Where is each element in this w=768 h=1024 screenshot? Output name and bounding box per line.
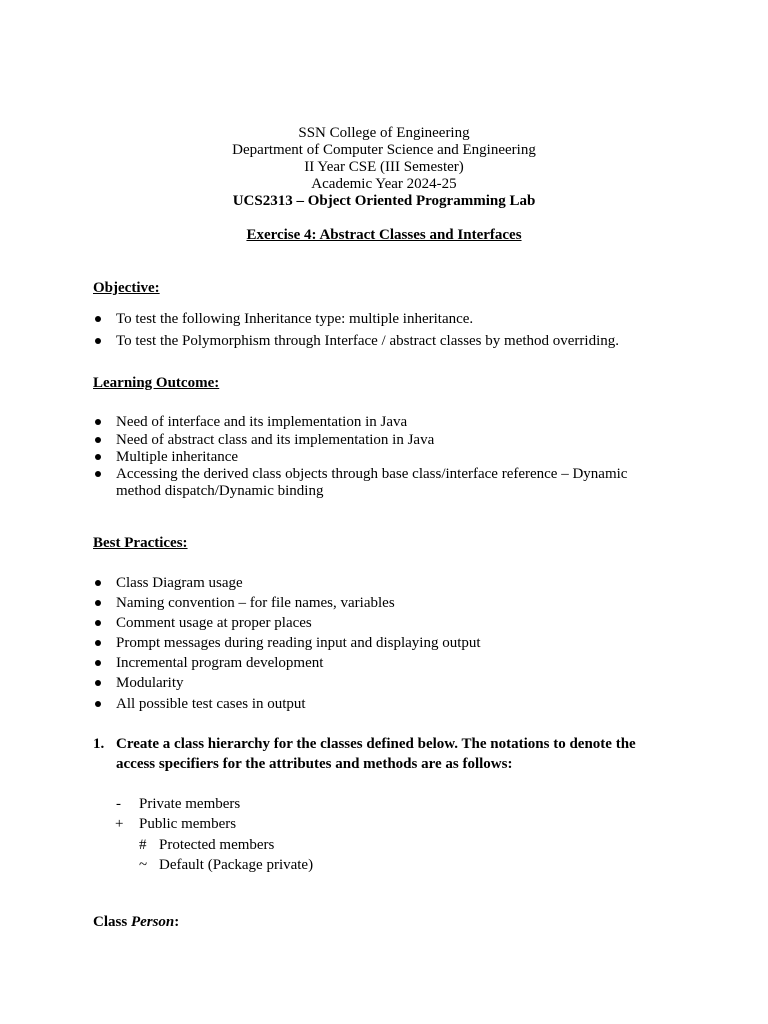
best-practice-item: Modularity [116, 675, 184, 691]
bullet-icon [95, 316, 101, 322]
best-practice-item: Incremental program development [116, 655, 324, 671]
class-prefix: Class [93, 914, 131, 930]
notation-label-protected: Protected members [159, 837, 275, 853]
learning-outcome-item: Need of interface and its implementation in Java [116, 414, 408, 430]
question-text-line2: access specifiers for the attributes and methods are as follows: [116, 756, 513, 772]
objective-item: To test the following Inheritance type: multiple inheritance. [116, 311, 474, 327]
notation-label-default: Default (Package private) [159, 857, 314, 873]
notation-symbol-public: + [115, 816, 124, 832]
best-practice-item: Naming convention – for file names, variables [116, 595, 395, 611]
exercise-title: Exercise 4: Abstract Classes and Interfaces [246, 227, 522, 243]
college-name: SSN College of Engineering [298, 125, 470, 141]
learning-outcome-item: Accessing the derived class objects through base class/interface reference – Dynamic [116, 466, 628, 482]
best-practice-item: Prompt messages during reading input and displaying output [116, 635, 481, 651]
learning-outcome-item-continued: method dispatch/Dynamic binding [116, 483, 324, 499]
exercise-title-row [0, 227, 768, 244]
bullet-icon [95, 437, 101, 443]
class-name: Person [130, 914, 175, 930]
bullet-icon [95, 419, 101, 425]
bullet-icon [95, 338, 101, 344]
notation-symbol-default: ~ [139, 857, 148, 873]
bullet-icon [95, 640, 101, 646]
question-text-line1: Create a class hierarchy for the classes defined below. The notations to denote the [116, 736, 636, 752]
objective-heading: Objective: [93, 280, 160, 296]
course-title: UCS2313 – Object Oriented Programming Lab [232, 193, 536, 209]
notation-symbol-protected: # [139, 837, 147, 853]
bullet-icon [95, 660, 101, 666]
bullet-icon [95, 454, 101, 460]
notation-symbol-private: - [116, 796, 121, 812]
academic-year: Academic Year 2024-25 [311, 176, 457, 192]
bullet-icon [95, 620, 101, 626]
learning-outcome-item: Need of abstract class and its implementation in Java [116, 432, 435, 448]
bullet-icon [95, 471, 101, 477]
best-practices-heading: Best Practices: [93, 535, 188, 551]
best-practice-item: Class Diagram usage [116, 575, 243, 591]
bullet-icon [95, 701, 101, 707]
learning-outcome-heading: Learning Outcome: [93, 375, 220, 391]
class-person-heading [93, 914, 179, 931]
question-number: 1. [93, 736, 105, 752]
department-name: Department of Computer Science and Engineering [232, 142, 536, 158]
bullet-icon [95, 580, 101, 586]
best-practice-item: Comment usage at proper places [116, 615, 312, 631]
class-suffix: : [174, 914, 180, 930]
notation-label-public: Public members [139, 816, 237, 832]
objective-item: To test the Polymorphism through Interface / abstract classes by method overriding. [116, 333, 619, 349]
notation-label-private: Private members [139, 796, 241, 812]
bullet-icon [95, 680, 101, 686]
bullet-icon [95, 600, 101, 606]
learning-outcome-item: Multiple inheritance [116, 449, 239, 465]
year-semester: II Year CSE (III Semester) [304, 159, 464, 175]
best-practice-item: All possible test cases in output [116, 696, 306, 712]
